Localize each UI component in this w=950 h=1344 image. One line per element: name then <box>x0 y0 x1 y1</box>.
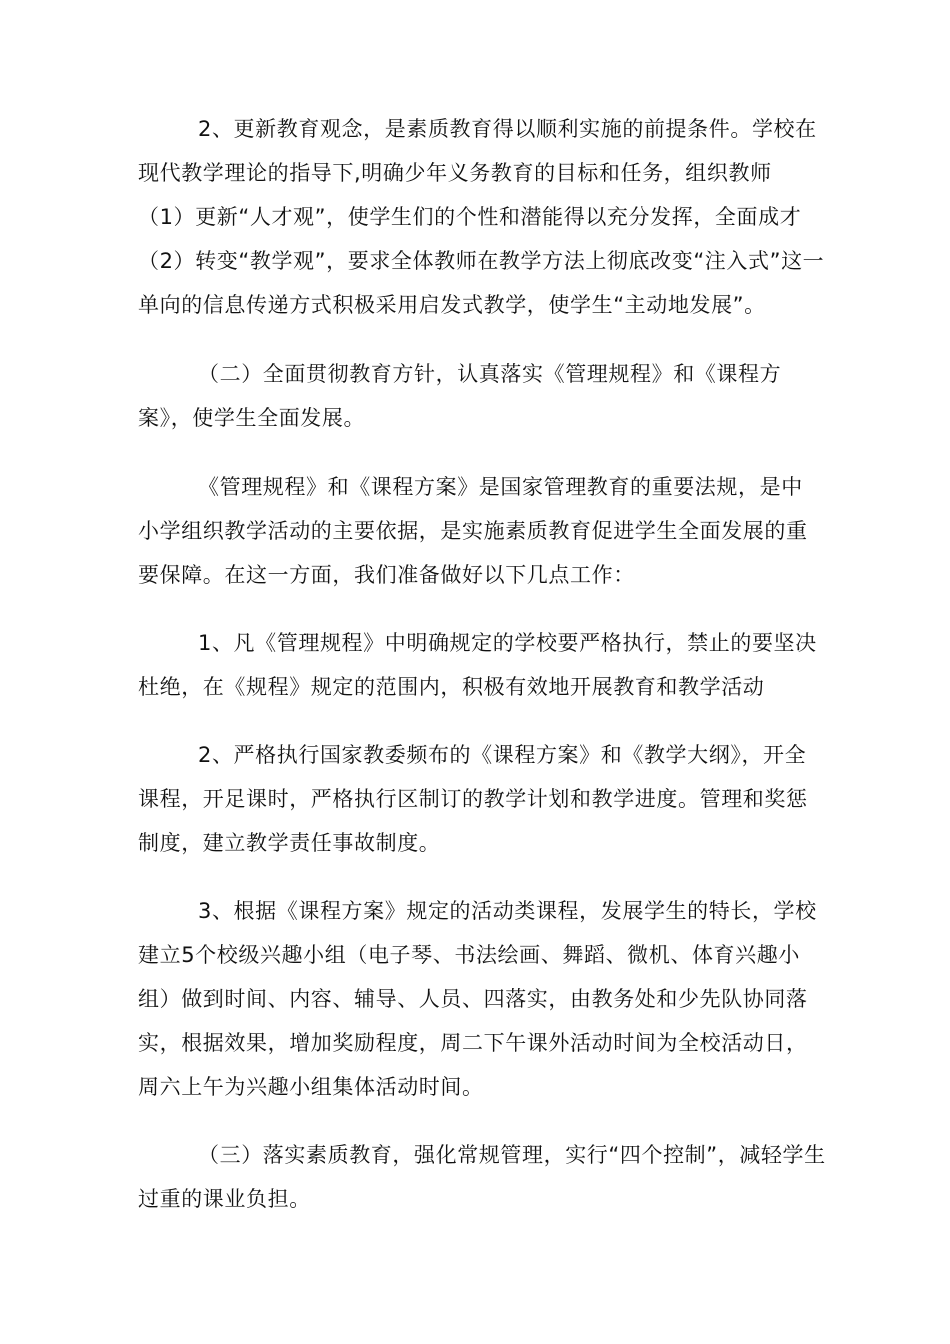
paragraph-6-line-2: 建立5个校级兴趣小组（电子琴、书法绘画、舞蹈、微机、体育兴趣小 <box>138 943 800 967</box>
paragraph-1-line-3: （1）更新“人才观”，使学生们的个性和潜能得以充分发挥，全面成才 <box>138 205 802 229</box>
paragraph-3-line-2: 小学组织教学活动的主要依据，是实施素质教育促进学生全面发展的重 <box>138 519 808 543</box>
paragraph-6-line-1: 3、根据《课程方案》规定的活动类课程，发展学生的特长，学校 <box>198 899 817 923</box>
paragraph-4-line-1: 1、凡《管理规程》中明确规定的学校要严格执行，禁止的要坚决 <box>198 631 817 655</box>
paragraph-6-line-5: 周六上午为兴趣小组集体活动时间。 <box>138 1075 484 1099</box>
paragraph-7-line-2: 过重的课业负担。 <box>138 1187 311 1211</box>
paragraph-6-line-4: 实，根据效果，增加奖励程度，周二下午课外活动时间为全校活动日， <box>138 1031 808 1055</box>
paragraph-5-line-1: 2、严格执行国家教委频布的《课程方案》和《教学大纲》，开全 <box>198 743 807 767</box>
paragraph-5-line-2: 课程，开足课时，严格执行区制订的教学计划和教学进度。管理和奖惩 <box>138 787 808 811</box>
paragraph-1-line-2: 现代教学理论的指导下,明确少年义务教育的目标和任务，组织教师 <box>138 161 772 185</box>
paragraph-7-line-1: （三）落实素质教育，强化常规管理，实行“四个控制”，减轻学生 <box>198 1143 826 1167</box>
paragraph-2-line-2: 案》，使学生全面发展。 <box>138 406 366 430</box>
paragraph-1-line-5: 单向的信息传递方式积极采用启发式教学，使学生“主动地发展”。 <box>138 293 766 317</box>
paragraph-2-line-1: （二）全面贯彻教育方针，认真落实《管理规程》和《课程方 <box>198 362 782 386</box>
paragraph-4-line-2: 杜绝，在《规程》规定的范围内，积极有效地开展教育和教学活动 <box>138 675 765 699</box>
paragraph-1-line-4: （2）转变“教学观”，要求全体教师在教学方法上彻底改变“注入式”这一 <box>138 249 825 273</box>
paragraph-1-line-1: 2、更新教育观念，是素质教育得以顺利实施的前提条件。学校在 <box>198 117 817 141</box>
paragraph-3-line-3: 要保障。在这一方面，我们准备做好以下几点工作： <box>138 563 635 587</box>
paragraph-3-line-1: 《管理规程》和《课程方案》是国家管理教育的重要法规，是中 <box>198 475 803 499</box>
paragraph-5-line-3: 制度，建立教学责任事故制度。 <box>138 831 441 855</box>
paragraph-6-line-3: 组）做到时间、内容、辅导、人员、四落实，由教务处和少先队协同落 <box>138 987 808 1011</box>
